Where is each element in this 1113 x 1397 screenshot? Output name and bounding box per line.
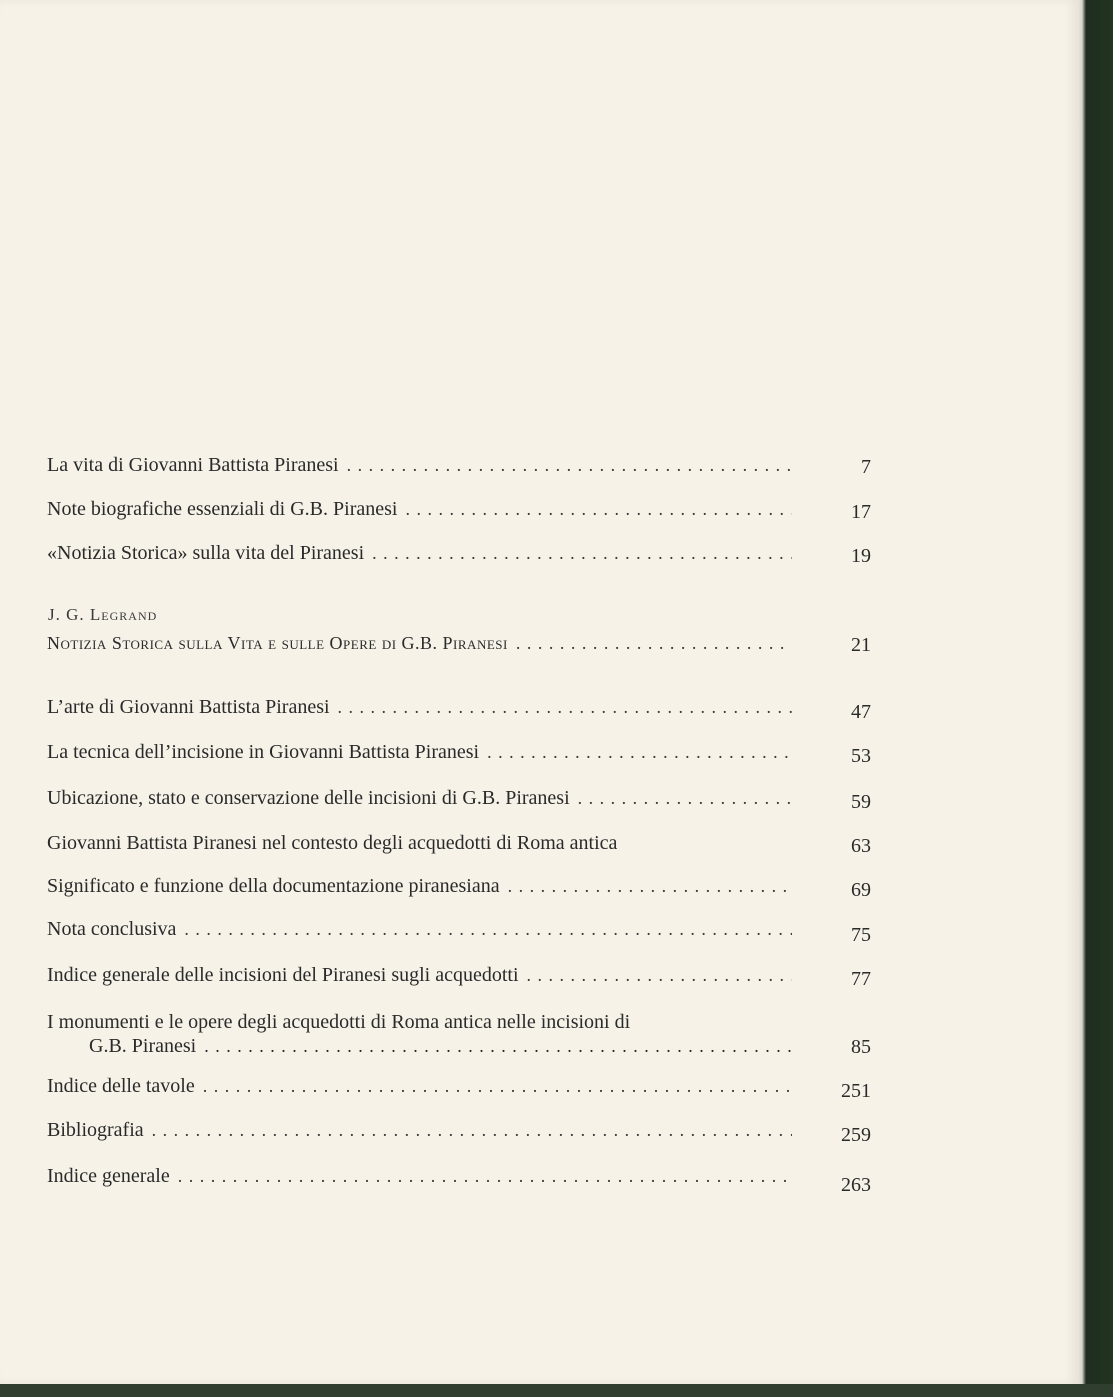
toc-entry-title: «Notizia Storica» sulla vita del Piranesi bbox=[47, 542, 365, 564]
dot-leader bbox=[203, 1073, 792, 1099]
toc-entry bbox=[47, 785, 792, 811]
dot-leader bbox=[152, 1117, 792, 1143]
toc-entry-page: 259 bbox=[841, 1124, 871, 1146]
toc-entry bbox=[47, 1117, 792, 1143]
toc-entry bbox=[47, 962, 792, 988]
toc-entry-page: 77 bbox=[851, 968, 871, 990]
dot-leader bbox=[516, 630, 792, 656]
dot-leader bbox=[405, 496, 792, 522]
dot-leader bbox=[178, 1163, 792, 1189]
dot-leader bbox=[578, 785, 792, 811]
dot-leader bbox=[184, 916, 792, 942]
toc-entry-title: Nota conclusiva bbox=[47, 918, 177, 940]
toc-entry bbox=[47, 630, 792, 656]
toc-entry bbox=[47, 1010, 792, 1058]
dot-leader bbox=[338, 694, 792, 720]
toc-entry bbox=[47, 873, 792, 899]
dot-leader bbox=[487, 739, 792, 765]
toc-entry bbox=[47, 916, 792, 942]
toc-entry-title: Ubicazione, stato e conservazione delle incisioni di G.B. Piranesi bbox=[47, 787, 570, 809]
toc-entry-title-line2: G.B. Piranesi bbox=[89, 1035, 197, 1057]
dot-leader bbox=[204, 1034, 792, 1058]
toc-entry-title: Indice generale delle incisioni del Piranesi sugli acquedotti bbox=[47, 964, 519, 986]
toc-entry bbox=[47, 540, 792, 566]
toc-entry-page: 63 bbox=[851, 835, 871, 857]
toc-entry-title-line2-row bbox=[47, 1034, 792, 1058]
toc-entry-page: 21 bbox=[851, 634, 871, 656]
toc-entry-page: 69 bbox=[851, 879, 871, 901]
toc-entry bbox=[47, 739, 792, 765]
toc-entry-title: La tecnica dell’incisione in Giovanni Battista Piranesi bbox=[47, 741, 480, 763]
toc-entry-title: Significato e funzione della documentazione piranesiana bbox=[47, 875, 500, 897]
dot-leader bbox=[527, 962, 792, 988]
toc-entry-title: Bibliografia bbox=[47, 1119, 144, 1141]
toc-entry-page: 7 bbox=[861, 456, 871, 478]
toc-entry-page: 85 bbox=[851, 1036, 871, 1058]
toc-entry-title: Indice delle tavole bbox=[47, 1075, 195, 1097]
dot-leader bbox=[508, 873, 792, 899]
toc-entry bbox=[47, 830, 792, 856]
toc-entry-title: Notizia Storica sulla Vita e sulle Opere di G.B. Piranesi bbox=[47, 633, 508, 653]
toc-entry-title: Giovanni Battista Piranesi nel contesto degli acquedotti di Roma antica bbox=[47, 832, 618, 854]
toc-entry-page: 53 bbox=[851, 745, 871, 767]
toc-entry-title: Note biografiche essenziali di G.B. Piranesi bbox=[47, 498, 398, 520]
toc-entry-page: 75 bbox=[851, 924, 871, 946]
toc-entry-title: La vita di Giovanni Battista Piranesi bbox=[47, 454, 339, 476]
toc-entry bbox=[47, 496, 792, 522]
toc-entry-author: J. G. Legrand bbox=[48, 605, 158, 624]
toc-entry bbox=[47, 1163, 792, 1189]
toc-entry-page: 19 bbox=[851, 545, 871, 567]
toc-entry-page: 263 bbox=[841, 1174, 871, 1196]
toc-entry-title-line1: I monumenti e le opere degli acquedotti di Roma antica nelle incisioni di bbox=[47, 1011, 631, 1033]
toc-entry-page: 47 bbox=[851, 701, 871, 723]
toc-entry bbox=[47, 694, 792, 720]
toc-entry bbox=[47, 1073, 792, 1099]
toc-entry-page: 17 bbox=[851, 501, 871, 523]
book-cover-bottom-edge bbox=[0, 1384, 1113, 1397]
toc-entry-page: 59 bbox=[851, 791, 871, 813]
dot-leader bbox=[347, 452, 792, 478]
toc-entry-page: 251 bbox=[841, 1080, 871, 1102]
toc-entry-title: Indice generale bbox=[47, 1165, 170, 1187]
toc-entry-title: L’arte di Giovanni Battista Piranesi bbox=[47, 696, 330, 718]
book-cover-edge bbox=[1078, 0, 1113, 1397]
dot-leader bbox=[372, 540, 792, 566]
toc-entry bbox=[47, 452, 792, 478]
